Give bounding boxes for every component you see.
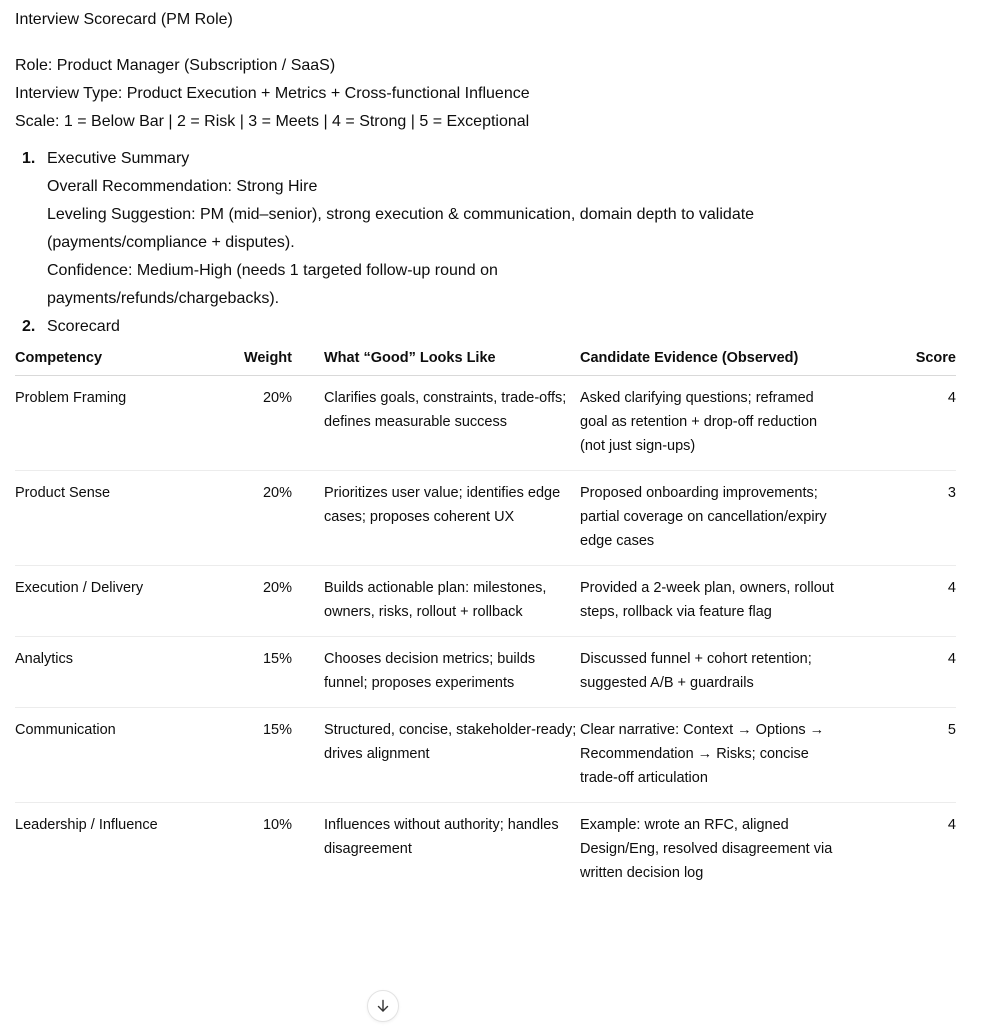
header-competency: Competency (15, 343, 223, 376)
section-title: Executive Summary (47, 150, 190, 167)
cell-evidence: Example: wrote an RFC, aligned Design/Eng, resolved disagreement via written decision log (580, 817, 833, 881)
table-row (15, 566, 956, 637)
cell-evidence: Asked clarifying questions; reframed goal as retention + drop-off reduction (not just sign-ups) (580, 376, 836, 471)
cell-evidence: Proposed onboarding improvements; partial coverage on cancellation/expiry edge cases (580, 471, 836, 566)
cell-score: 3 (836, 471, 956, 566)
cell-competency: Product Sense (15, 471, 223, 566)
table-row (15, 376, 956, 471)
cell-good: Structured, concise, stakeholder-ready; drives alignment (292, 708, 580, 803)
cell-weight: 15% (223, 708, 292, 803)
cell-evidence: Clear narrative: Context → Options → Recommendation → Risks; concise trade-off articulation (580, 708, 836, 803)
scale-line: Scale: 1 = Below Bar | 2 = Risk | 3 = Meets | 4 = Strong | 5 = Exceptional (15, 113, 530, 130)
section-title: Scorecard (47, 318, 120, 335)
overall-recommendation: Overall Recommendation: Strong Hire (47, 178, 318, 195)
cell-evidence: Discussed funnel + cohort retention; suggested A/B + guardrails (580, 637, 836, 708)
cell-competency: Leadership / Influence (15, 817, 158, 833)
section-number: 2. (22, 318, 36, 335)
role-line: Role: Product Manager (Subscription / SaaS) (15, 57, 336, 74)
section-list (15, 145, 956, 341)
confidence: Confidence: Medium-High (needs 1 targeted follow-up round on payments/refunds/chargebacks). (47, 262, 498, 307)
header-weight: Weight (223, 343, 292, 376)
interview-type-line: Interview Type: Product Execution + Metrics + Cross-functional Influence (15, 85, 530, 102)
section-number: 1. (22, 150, 36, 167)
section-executive-summary (15, 145, 956, 313)
table-row (15, 803, 956, 898)
cell-score: 4 (836, 376, 956, 471)
header-good: What “Good” Looks Like (292, 343, 580, 376)
cell-weight: 20% (223, 566, 292, 637)
cell-score: 4 (836, 637, 956, 708)
cell-weight: 10% (262, 817, 292, 833)
cell-good: Prioritizes user value; identifies edge cases; proposes coherent UX (292, 471, 580, 566)
leveling-suggestion: Leveling Suggestion: PM (mid–senior), strong execution & communication, domain depth to validate (payments/compliance + disputes). (47, 206, 755, 251)
cell-weight: 15% (223, 637, 292, 708)
table-row (15, 708, 956, 803)
cell-competency: Problem Framing (15, 376, 223, 471)
cell-good: Builds actionable plan: milestones, owners, risks, rollout + rollback (292, 566, 580, 637)
cell-score: 4 (947, 817, 956, 833)
scroll-to-bottom-button[interactable] (367, 990, 399, 1022)
scorecard-table (15, 343, 956, 897)
table-row (15, 471, 956, 566)
cell-good: Chooses decision metrics; builds funnel; proposes experiments (292, 637, 580, 708)
document-meta (15, 52, 956, 136)
cell-competency: Analytics (15, 637, 223, 708)
cell-competency: Communication (15, 708, 223, 803)
cell-score: 4 (836, 566, 956, 637)
cell-weight: 20% (223, 471, 292, 566)
cell-score: 5 (836, 708, 956, 803)
cell-weight: 20% (223, 376, 292, 471)
document-title: Interview Scorecard (PM Role) (15, 11, 233, 28)
cell-competency: Execution / Delivery (15, 566, 223, 637)
table-row (15, 637, 956, 708)
table-header-row (15, 343, 956, 376)
cell-good: Influences without authority; handles disagreement (324, 817, 559, 857)
document (15, 0, 956, 897)
header-evidence: Candidate Evidence (Observed) (580, 343, 836, 376)
header-score: Score (836, 343, 956, 376)
arrow-down-icon (375, 998, 391, 1014)
section-scorecard (15, 313, 956, 341)
cell-evidence: Provided a 2-week plan, owners, rollout steps, rollback via feature flag (580, 566, 836, 637)
cell-good: Clarifies goals, constraints, trade-offs; defines measurable success (292, 376, 580, 471)
